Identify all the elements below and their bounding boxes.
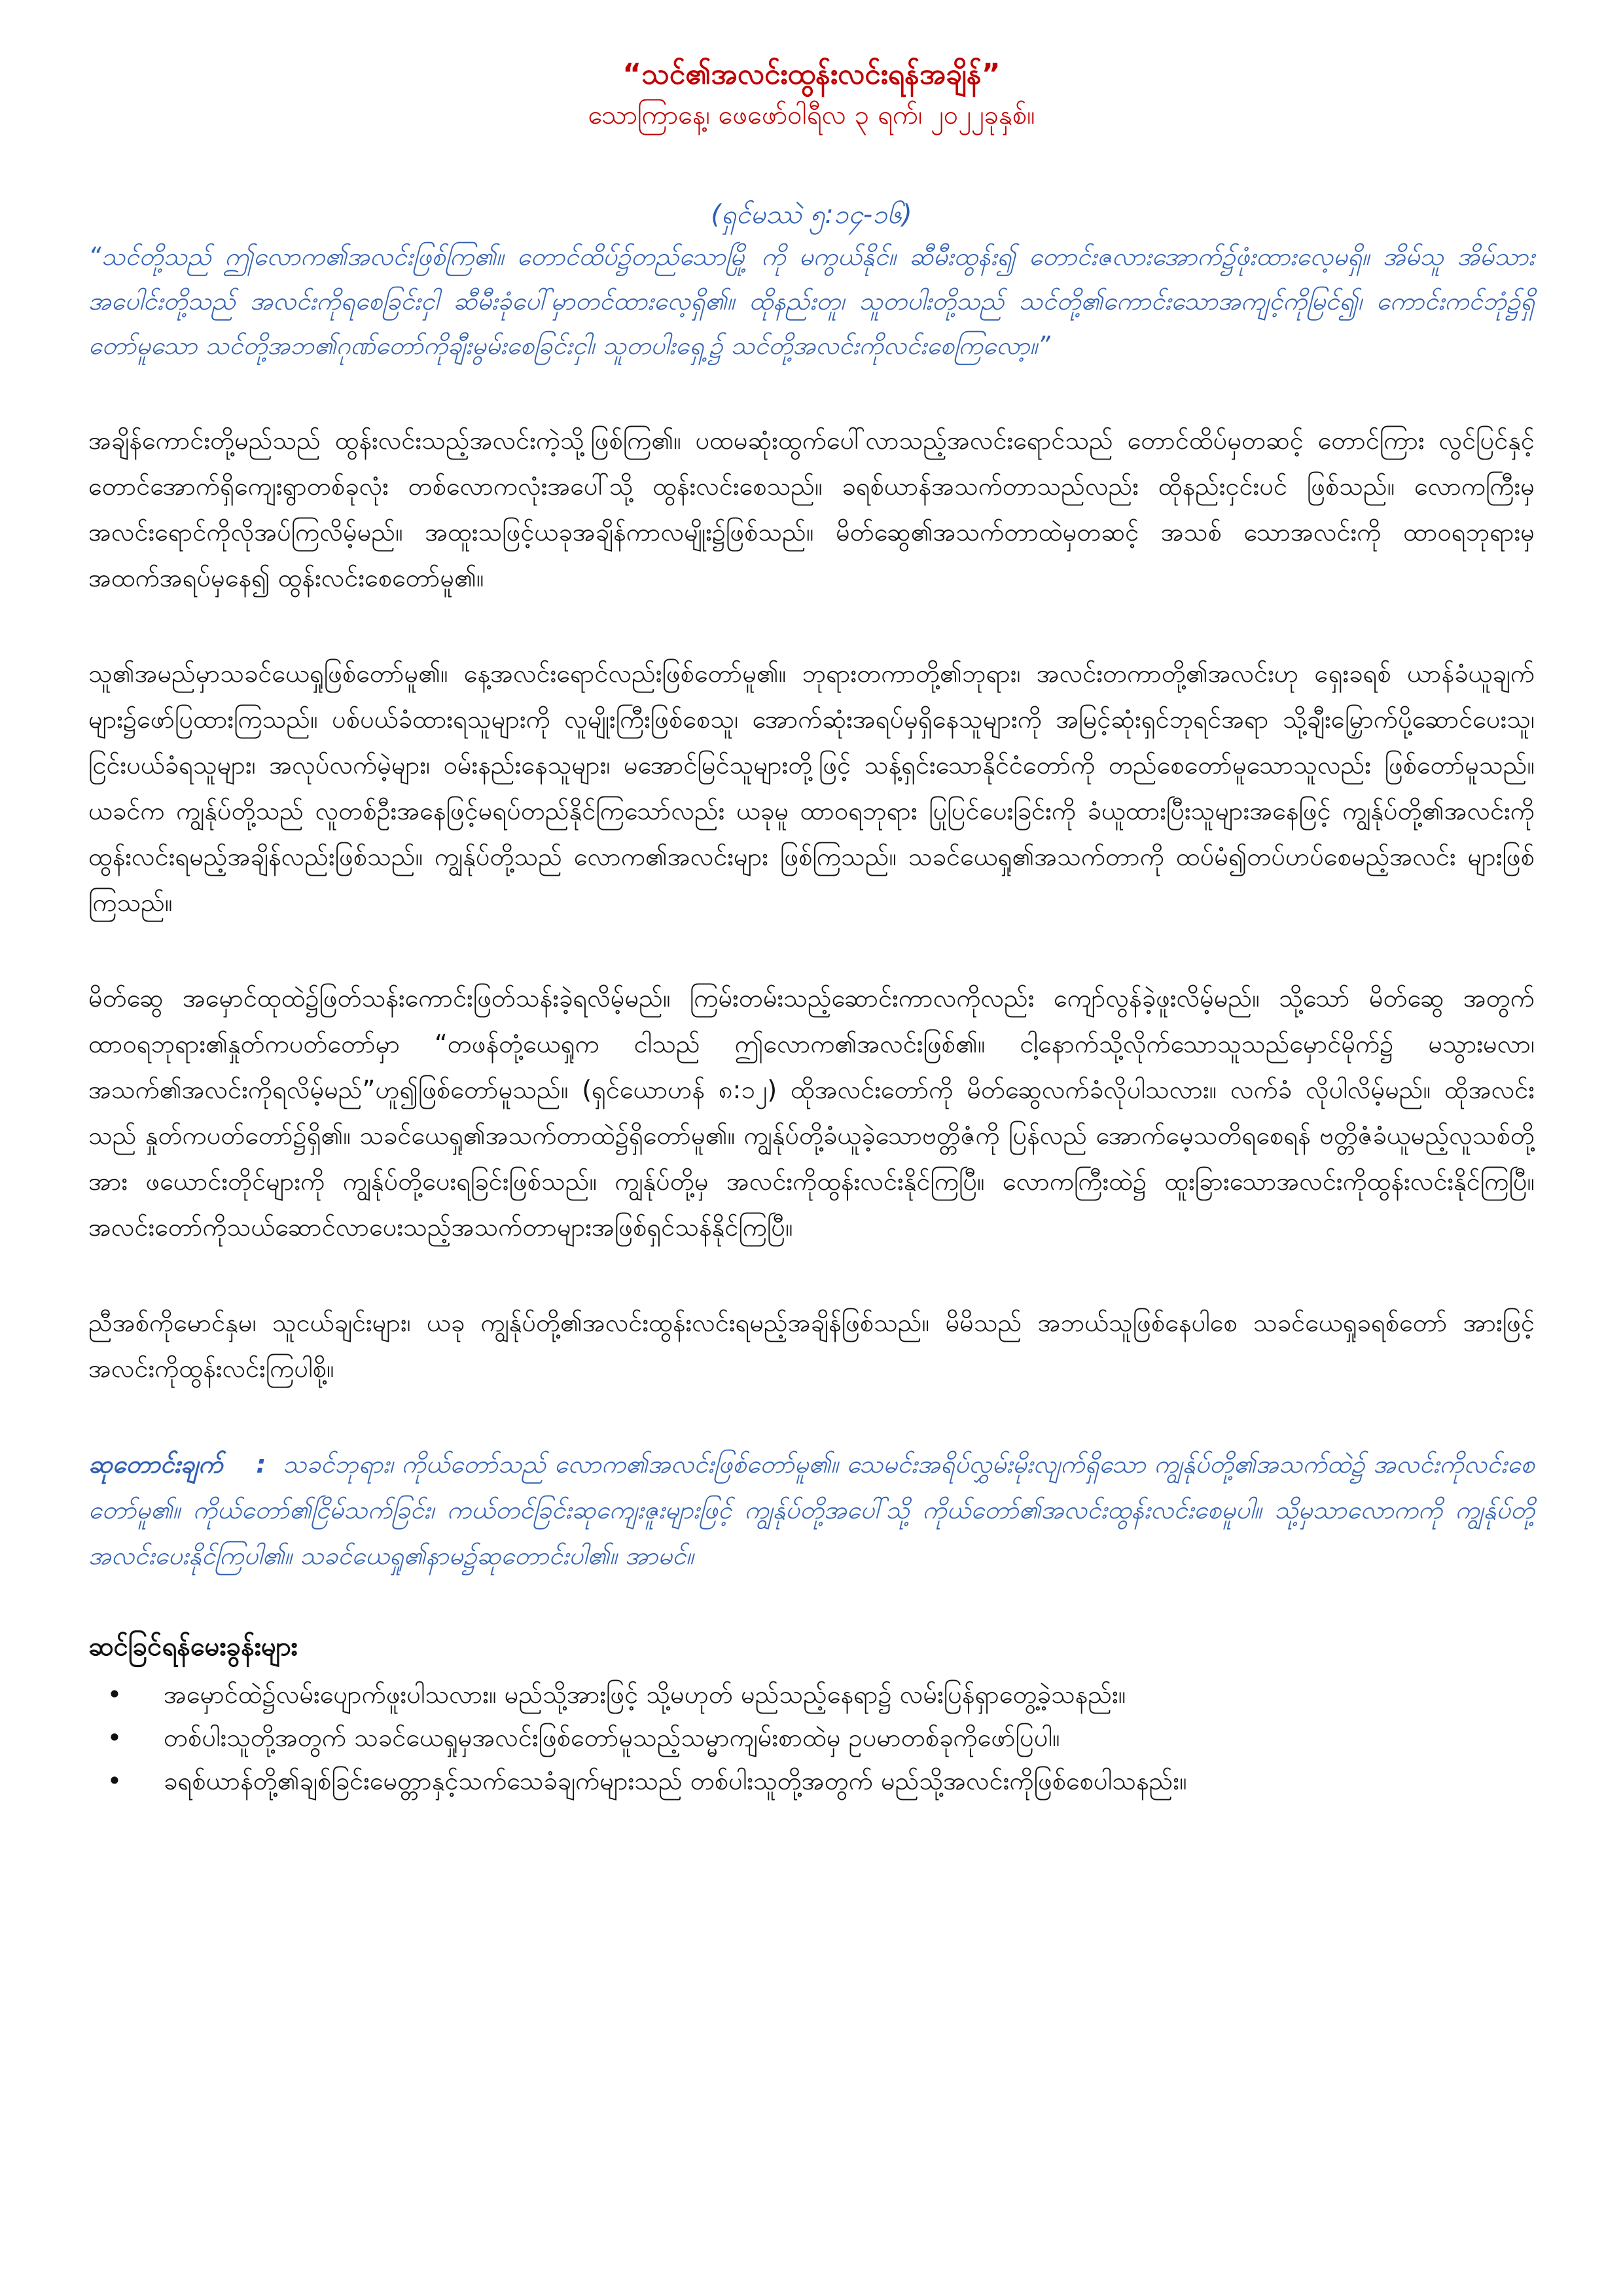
question-item — [88, 1716, 1535, 1759]
bullet-icon: • — [107, 1767, 122, 1795]
question-item — [88, 1673, 1535, 1716]
scripture-text: “သင်တို့သည် ဤလောက၏အလင်းဖြစ်ကြ၏။ တောင်ထိပ်၌တည်သောမြို့ ကို မကွယ်နိုင်။ ဆီမီးထွန်း၍ တောင်းဇလားအောက်၌ဖုံးထားလေ့မရှိ။ အိမ်သူ အိမ်သားအပေါင်းတို့သည် အလင်းကိုရစေခြင်းငှါ ဆီမီးခုံပေါ်မှာတင်ထားလေ့ရှိ၏။ ထိုနည်းတူ၊ သူတပါးတို့သည် သင်တို့၏ကောင်းသောအကျင့်ကိုမြင်၍၊ ကောင်းကင်ဘုံ၌ရှိတော်မူသော သင်တို့အဘ၏ဂုဏ်တော်ကိုချီးမွမ်းစေခြင်းငှါ၊ သူတပါးရှေ့၌ သင်တို့အလင်းကိုလင်းစေကြလော့။” — [88, 242, 1535, 360]
bullet-icon: • — [107, 1723, 122, 1752]
questions-heading: ဆင်ခြင်ရန်မေးခွန်းများ — [88, 1632, 298, 1662]
body-paragraph-2: သူ၏အမည်မှာသခင်ယေရှုဖြစ်တော်မူ၏။ နေ့အလင်းရောင်လည်းဖြစ်တော်မူ၏။ ဘုရားတကာတို့၏ဘုရား၊ အလင်းတကာတို့၏အလင်းဟု ရှေးခရစ် ယာန်ခံယူချက်များ၌ဖော်ပြထားကြသည်။ ပစ်ပယ်ခံထားရသူများကို လူမျိုးကြီးဖြစ်စေသူ၊ အောက်ဆုံးအရပ်မှရှိနေသူများကို အမြင့်ဆုံးရှင်ဘုရင်အရာ သို့ချီးမြှောက်ပို့ဆောင်ပေးသူ၊ ငြင်းပယ်ခံရသူများ၊ အလုပ်လက်မဲ့များ၊ ဝမ်းနည်းနေသူများ၊ မအောင်မြင်သူများတို့ဖြင့် သန့်ရှင်းသောနိုင်ငံတော်ကို တည်စေတော်မူသောသူလည်း ဖြစ်တော်မူသည်။ ယခင်က ကျွန်ုပ်တို့သည် လူတစ်ဦးအနေဖြင့်မရပ်တည်နိုင်ကြသော်လည်း ယခုမူ ထာဝရဘုရား ပြုပြင်ပေးခြင်းကို ခံယူထားပြီးသူများအနေဖြင့် ကျွန်ုပ်တို့၏အလင်းကို ထွန်းလင်းရမည့်အချိန်လည်းဖြစ်သည်။ ကျွန်ုပ်တို့သည် လောက၏အလင်းများ ဖြစ်ကြသည်။ သခင်ယေရှု၏အသက်တာကို ထပ်မံ၍တပ်ဟပ်စေမည့်အလင်း များဖြစ်ကြသည်။ — [88, 659, 1535, 917]
devotional-title: “သင်၏အလင်းထွန်းလင်းရန်အချိန်” — [622, 58, 1001, 91]
devotional-date: သောကြာနေ့၊ ဖေဖော်ဝါရီလ ၃ ရက်၊ ၂၀၂၂ခုနှစ်။ — [588, 100, 1035, 130]
body-paragraph-4: ညီအစ်ကိုမောင်နှမ၊ သူငယ်ချင်းများ၊ ယခု ကျွန်ုပ်တို့၏အလင်းထွန်းလင်းရမည့်အချိန်ဖြစ်သည်။ မိမိသည် အဘယ်သူဖြစ်နေပါစေ သခင်ယေရှုခရစ်တော် အားဖြင့် အလင်းကိုထွန်းလင်းကြပါစို့။ — [88, 1308, 1535, 1383]
question-text: အမှောင်ထဲ၌လမ်းပျောက်ဖူးပါသလား။ မည်သို့အားဖြင့် သို့မဟုတ် မည်သည့်နေရာ၌ လမ်းပြန်ရှာတွေ့ခဲ့သနည်း။ — [164, 1680, 1126, 1709]
prayer-block — [88, 1441, 1535, 1579]
body-paragraph-1: အချိန်ကောင်းတို့မည်သည် ထွန်းလင်းသည့်အလင်းကဲ့သို့ဖြစ်ကြ၏။ ပထမဆုံးထွက်ပေါ်လာသည့်အလင်းရောင်သည် တောင်ထိပ်မှတဆင့် တောင်ကြား လွင်ပြင်နှင့် တောင်အောက်ရှိကျေးရွာတစ်ခုလုံး တစ်လောကလုံးအပေါ်သို့ ထွန်းလင်းစေသည်။ ခရစ်ယာန်အသက်တာသည်လည်း ထိုနည်းငှင်းပင် ဖြစ်သည်။ လောကကြီးမှ အလင်းရောင်ကိုလိုအပ်ကြလိမ့်မည်။ အထူးသဖြင့်ယခုအချိန်ကာလမျိုး၌ဖြစ်သည်။ မိတ်ဆွေ၏အသက်တာထဲမှတဆင့် အသစ် သောအလင်းကို ထာဝရဘုရားမှ အထက်အရပ်မှနေ၍ ထွန်းလင်းစေတော်မူ၏။ — [88, 426, 1535, 592]
bullet-icon: • — [107, 1680, 122, 1709]
scripture-reference: (ရှင်မဿဲ ၅:၁၄-၁၆) — [711, 200, 912, 230]
question-item — [88, 1759, 1535, 1803]
questions-list — [88, 1673, 1535, 1803]
prayer-separator: : — [256, 1450, 266, 1479]
body-paragraph-3: မိတ်ဆွေ အမှောင်ထုထဲ၌ဖြတ်သန်းကောင်းဖြတ်သန်းခဲ့ရလိမ့်မည်။ ကြမ်းတမ်းသည့်ဆောင်းကာလကိုလည်း ကျော်လွန်ခဲ့ဖူးလိမ့်မည်။ သို့သော် မိတ်ဆွေ အတွက် ထာဝရဘုရား၏နှုတ်ကပတ်တော်မှာ “တဖန်တုံ့ယေရှုက ငါသည် ဤလောက၏အလင်းဖြစ်၏။ ငါ့နောက်သို့လိုက်သောသူသည်မှောင်မိုက်၌ မသွားမလာ၊ အသက်၏အလင်းကိုရလိမ့်မည်”ဟူ၍ဖြစ်တော်မူသည်။ (ရှင်ယောဟန် ၈:၁၂) ထိုအလင်းတော်ကို မိတ်ဆွေလက်ခံလိုပါသလား။ လက်ခံ လိုပါလိမ့်မည်။ ထိုအလင်းသည် နှုတ်ကပတ်တော်၌ရှိ၏။ သခင်ယေရှု၏အသက်တာထဲ၌ရှိတော်မူ၏။ ကျွန်ုပ်တို့ခံယူခဲ့သောဗတ္တိဇံကို ပြန်လည် အောက်မေ့သတိရစေရန် ဗတ္တိဇံခံယူမည့်လူသစ်တို့အား ဖယောင်းတိုင်များကို ကျွန်ုပ်တို့ပေးရခြင်းဖြစ်သည်။ ကျွန်ုပ်တို့မှ အလင်းကိုထွန်းလင်းနိုင်ကြပြီ။ လောကကြီးထဲ၌ ထူးခြားသောအလင်းကိုထွန်းလင်းနိုင်ကြပြီ။ အလင်းတော်ကိုသယ်ဆောင်လာပေးသည့်အသက်တာများအဖြစ်ရှင်သန်နိုင်ကြပြီ။ — [88, 984, 1535, 1242]
question-text: ခရစ်ယာန်တို့၏ချစ်ခြင်းမေတ္တာနှင့်သက်သေခံချက်များသည် တစ်ပါးသူတို့အတွက် မည်သို့အလင်းကိုဖြစ်စေပါသနည်း။ — [164, 1767, 1187, 1795]
prayer-label: ဆုတောင်းချက် — [88, 1450, 223, 1479]
prayer-text: သခင်ဘုရား၊ ကိုယ်တော်သည် လောက၏အလင်းဖြစ်တော်မူ၏။ သေမင်းအရိပ်လွှမ်းမိုးလျက်ရှိသော ကျွန်ုပ်တို့၏အသက်ထဲ၌ အလင်းကိုလင်းစေတော်မူ၏။ ကိုယ်တော်၏ငြိမ်သက်ခြင်း၊ ကယ်တင်ခြင်းဆုကျေးဇူးများဖြင့် ကျွန်ုပ်တို့အပေါ်သို့ ကိုယ်တော်၏အလင်းထွန်းလင်းစေမူပါ။ သို့မှသာလောကကို ကျွန်ုပ်တို့အလင်းပေးနိုင်ကြပါ၏။ သခင်ယေရှု၏နာမ၌ဆုတောင်းပါ၏။ အာမင်။ — [88, 1450, 1535, 1570]
question-text: တစ်ပါးသူတို့အတွက် သခင်ယေရှုမှအလင်းဖြစ်တော်မူသည့်သမ္မာကျမ်းစာထဲမှ ဥပမာတစ်ခုကိုဖော်ပြပါ။ — [164, 1723, 1060, 1752]
